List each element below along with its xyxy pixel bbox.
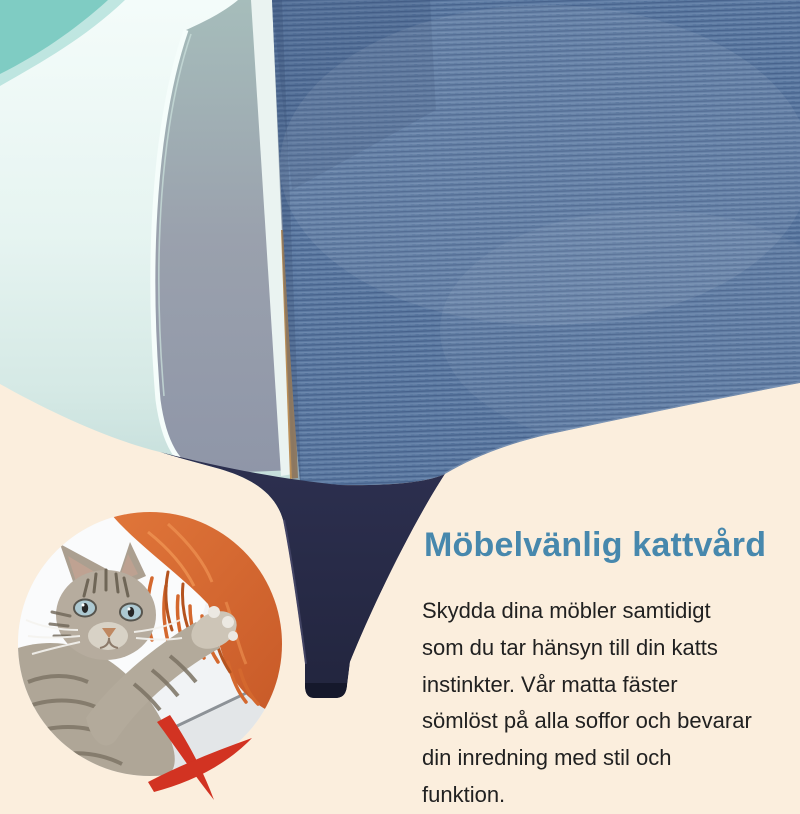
body-text: Skydda dina möbler samtidigt som du tar hänsyn till din katts instinkter. Vår matta fäster sömlöst på alla soffor och bevarar din inredning med stil och funktion.: [422, 598, 752, 807]
page-title: Möbelvänlig kattvård: [424, 525, 767, 564]
leg-foot-cap: [305, 683, 347, 698]
red-x-icon: [128, 703, 268, 800]
